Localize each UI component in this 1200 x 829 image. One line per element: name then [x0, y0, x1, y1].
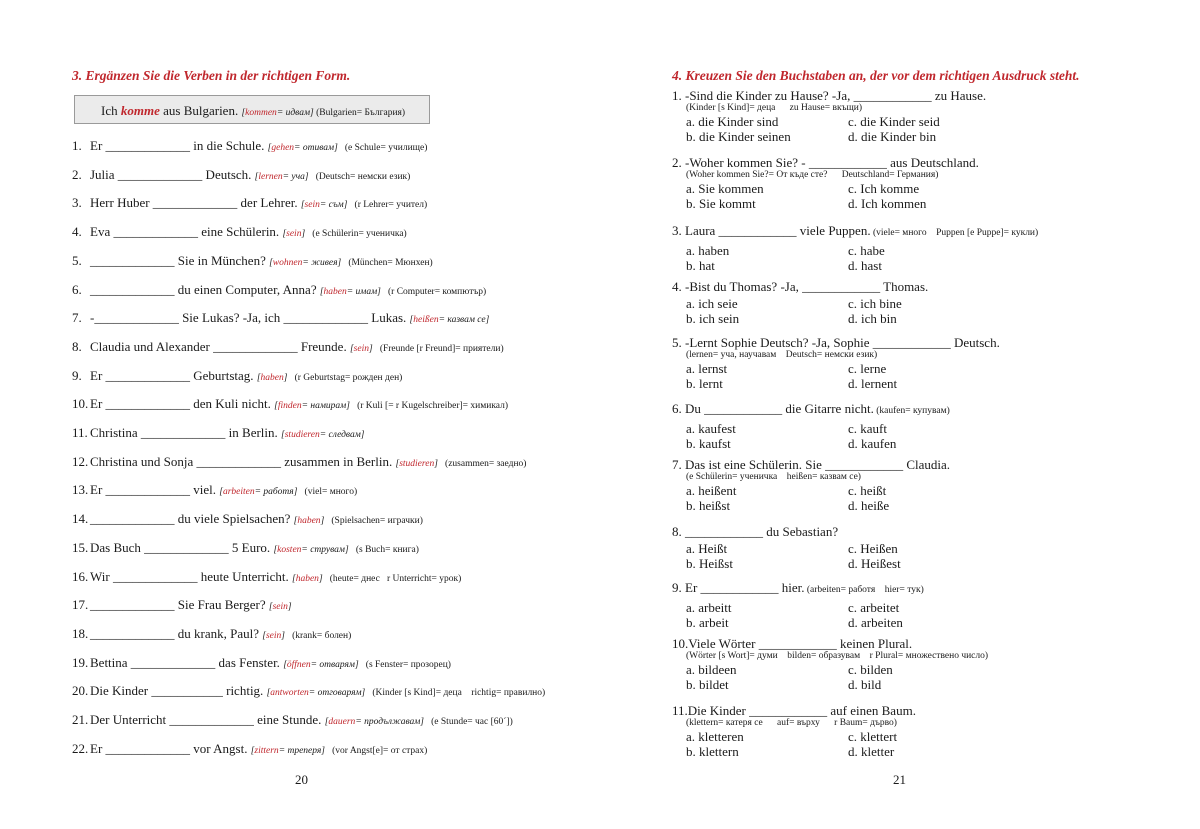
question — [672, 457, 1172, 513]
option-d: d. arbeiten — [848, 615, 903, 630]
hint-translation: = съм] — [319, 200, 348, 211]
hint-translation: ] — [434, 458, 438, 469]
item-text: Er _____________ viel. — [90, 482, 220, 498]
option-c: c. lerne — [848, 361, 887, 376]
hint-bracket: [ — [250, 745, 255, 756]
item-text: Christina _____________ in Berlin. — [90, 425, 282, 440]
hint-translation: ] — [320, 516, 325, 527]
hint-bracket: [ — [395, 458, 400, 469]
question — [672, 88, 1172, 144]
hint-translation: = отговарям] — [308, 688, 366, 699]
option-a: a. heißent — [686, 483, 737, 498]
item-number: 7. — [72, 310, 82, 326]
item-hint — [301, 200, 348, 210]
item-gloss: (Deutsch= немски език) — [308, 171, 411, 182]
item-number: 16. — [72, 568, 89, 584]
hint-verb: antworten — [270, 688, 309, 699]
question-text: 9. Er ____________ hier. — [672, 580, 805, 595]
item-hint — [269, 602, 292, 612]
hint-translation: = продължавам] — [355, 717, 425, 727]
option-c: c. klettert — [848, 729, 898, 744]
option-d: d. Heißest — [848, 556, 901, 571]
example-end: aus Bulgarien. — [159, 103, 242, 118]
item-text: _____________ Sie in München? — [90, 252, 270, 268]
question-text: 11.Die Kinder ____________ auf einen Baum. — [672, 703, 916, 718]
item-hint — [257, 373, 288, 383]
hint-bracket: [ — [256, 372, 261, 383]
exercise-item — [72, 425, 365, 443]
hint-translation: = струвам] — [301, 544, 349, 555]
item-hint — [410, 315, 490, 325]
hint-translation: = следвам] — [319, 430, 365, 440]
item-gloss: (Freunde [r Freund]= приятели) — [372, 343, 504, 354]
item-hint — [274, 401, 350, 411]
option-d: d. kaufen — [848, 436, 897, 451]
question-gloss: (klettern= катеря се auf= върху r Baum= дърво) — [686, 718, 897, 728]
item-hint — [255, 172, 309, 182]
exercise-item — [72, 167, 410, 185]
option-b: b. kaufst — [686, 436, 731, 451]
item-number: 3. — [72, 195, 82, 211]
item-number: 21. — [72, 712, 89, 727]
option-d: d. die Kinder bin — [848, 129, 937, 144]
exercise-item — [72, 310, 489, 328]
question-text: 5. -Lernt Sophie Deutsch? -Ja, Sophie ____________ Deutsch. — [672, 335, 1000, 350]
answer-options — [686, 296, 1172, 326]
item-hint — [282, 229, 305, 239]
option-b: b. Heißst — [686, 556, 733, 571]
question — [672, 401, 1172, 451]
option-c: c. kauft — [848, 421, 887, 436]
hint-verb: haben — [297, 516, 321, 527]
example-answer: komme — [120, 103, 160, 118]
hint-bracket: [ — [293, 516, 298, 527]
hint-bracket: [ — [254, 171, 259, 182]
option-d: d. Ich kommen — [848, 196, 927, 211]
item-hint — [251, 746, 325, 756]
item-gloss: (r Geburtstag= рожден ден) — [287, 372, 403, 383]
item-hint — [269, 258, 341, 268]
question-stem — [672, 636, 1172, 651]
exercise-item — [72, 339, 504, 357]
option-c: c. Ich komme — [848, 181, 920, 196]
option-a: a. Heißt — [686, 541, 728, 556]
answer-options — [686, 483, 1172, 513]
hint-verb: gehen — [271, 143, 295, 153]
item-number: 15. — [72, 539, 89, 555]
question-gloss: (kaufen= купувам) — [873, 406, 950, 416]
hint-verb: öffnen — [286, 659, 311, 670]
hint-bracket: [ — [268, 602, 273, 613]
item-text: Eva _____________ eine Schülerin. — [90, 224, 283, 240]
question-stem — [672, 335, 1172, 350]
question-text: 4. -Bist du Thomas? -Ja, ____________ Thomas. — [672, 279, 929, 294]
question-text: 8. ____________ du Sebastian? — [672, 524, 839, 539]
exercise-item — [72, 454, 526, 472]
item-number: 6. — [72, 281, 82, 297]
exercise-item — [72, 655, 451, 673]
answer-options — [686, 600, 1172, 630]
hint-bracket: [ — [273, 544, 278, 555]
item-text: Christina und Sonja _____________ zusammen in Berlin. — [90, 453, 396, 469]
hint-verb: finden — [277, 401, 302, 412]
hint-verb: arbeiten — [222, 487, 255, 498]
exercise-item — [72, 569, 461, 587]
option-c: c. die Kinder seid — [848, 114, 940, 129]
option-a: a. die Kinder sind — [686, 114, 779, 129]
question-gloss: (arbeiten= работя hier= тук) — [804, 585, 924, 595]
item-text: _____________ du viele Spielsachen? — [90, 511, 294, 527]
exercise-item — [72, 712, 513, 730]
item-gloss: (e Stunde= час [60´]) — [424, 717, 513, 727]
item-hint — [320, 287, 381, 297]
answer-options — [686, 421, 1172, 451]
hint-verb: sein — [265, 630, 282, 641]
option-a: a. bildeen — [686, 662, 737, 677]
item-number: 2. — [72, 166, 82, 182]
hint-bracket: [ — [269, 257, 273, 268]
answer-options — [686, 114, 1172, 144]
option-b: b. Sie kommt — [686, 196, 756, 211]
item-number: 1. — [72, 138, 82, 153]
item-text: Er _____________ Geburtstag. — [90, 367, 257, 383]
item-text: _____________ du einen Computer, Anna? — [90, 281, 320, 297]
item-text: _____________ Sie Frau Berger? — [90, 597, 269, 613]
option-c: c. ich bine — [848, 296, 902, 311]
item-number: 13. — [72, 482, 89, 498]
item-text: Er _____________ den Kuli nicht. — [90, 396, 275, 412]
item-text: -_____________ Sie Lukas? -Ja, ich _____________ Lukas. — [90, 310, 410, 326]
item-hint — [219, 487, 297, 497]
question — [672, 580, 1172, 630]
question — [672, 279, 1172, 326]
hint-translation: = треперя] — [278, 745, 326, 756]
hint-verb: haben — [260, 372, 284, 383]
answer-options — [686, 662, 1172, 692]
item-gloss: (Spielsachen= играчки) — [324, 516, 423, 527]
item-gloss: (s Buch= книга) — [348, 544, 419, 555]
exercise-item — [72, 253, 433, 271]
exercise-item — [72, 511, 423, 529]
item-hint — [283, 660, 358, 670]
question-stem — [672, 401, 1172, 419]
option-b: b. arbeit — [686, 615, 729, 630]
question-gloss: (viele= много Puppen [e Puppe]= кукли) — [870, 228, 1039, 238]
question-stem — [672, 223, 1172, 241]
answer-options — [686, 243, 1172, 273]
exercise-item — [72, 195, 427, 213]
hint-translation: = живея] — [302, 257, 342, 268]
hint-verb: zittern — [254, 745, 279, 756]
option-a: a. kaufest — [686, 421, 736, 436]
hint-bracket: [ — [283, 659, 287, 670]
hint-translation: ] — [283, 372, 288, 383]
hint-translation: ] — [318, 573, 323, 584]
question-text: 2. -Woher kommen Sie? - ____________ aus Deutschland. — [672, 155, 979, 170]
hint-bracket: [ — [219, 487, 223, 498]
item-hint — [294, 516, 325, 526]
question-text: 1. -Sind die Kinder zu Hause? -Ja, ____________ zu Hause. — [672, 88, 987, 103]
hint-bracket: [ — [409, 315, 414, 326]
item-number: 11. — [72, 425, 88, 440]
item-gloss: (Kinder [s Kind]= деца richtig= правилно) — [365, 688, 546, 699]
option-d: d. lernent — [848, 376, 898, 391]
option-d: d. bild — [848, 677, 882, 692]
item-gloss: (heute= днес r Unterricht= урок) — [322, 573, 462, 584]
item-gloss: (r Computer= компютър) — [380, 286, 487, 297]
item-text: _____________ du krank, Paul? — [90, 625, 263, 641]
item-text: Wir _____________ heute Unterricht. — [90, 568, 293, 584]
question-stem — [672, 88, 1172, 103]
item-number: 14. — [72, 511, 89, 527]
hint-verb: sein — [286, 229, 302, 240]
item-number: 22. — [72, 740, 89, 756]
item-number: 9. — [72, 367, 82, 383]
answer-options — [686, 361, 1172, 391]
item-number: 5. — [72, 252, 82, 268]
hint-bracket: [ — [300, 200, 305, 211]
hint-verb: studieren — [284, 430, 320, 440]
item-number: 18. — [72, 625, 89, 641]
item-number: 4. — [72, 224, 82, 240]
hint-translation: = казвам се] — [438, 315, 490, 326]
exercise-3-title: 3. Ergänzen Sie die Verben in der richtigen Form. — [72, 68, 351, 83]
question-text: 3. Laura ____________ viele Puppen. — [672, 223, 871, 238]
hint-translation: ] — [301, 229, 306, 240]
item-gloss: (vor Angst[e]= от страх) — [325, 745, 428, 756]
exercise-item — [72, 597, 292, 615]
hint-translation: ] — [287, 602, 292, 613]
item-hint — [267, 688, 366, 698]
hint-verb: haben — [323, 286, 347, 297]
item-text: Das Buch _____________ 5 Euro. — [90, 539, 274, 555]
hint-translation: = намирам] — [301, 401, 350, 412]
hint-translation: = работя] — [254, 487, 298, 498]
option-c: c. heißt — [848, 483, 887, 498]
question — [672, 524, 1172, 571]
hint-bracket: [ — [262, 630, 266, 641]
exercise-item — [72, 482, 357, 500]
item-hint — [292, 574, 323, 584]
item-text: Der Unterricht _____________ eine Stunde. — [90, 712, 325, 727]
example-box — [74, 95, 430, 124]
hint-verb: sein — [304, 200, 320, 211]
item-gloss: (e Schülerin= ученичка) — [305, 229, 407, 240]
hint-bracket: [ — [324, 717, 329, 727]
option-c: c. arbeitet — [848, 600, 900, 615]
exercise-item — [72, 683, 545, 701]
option-a: a. ich seie — [686, 296, 738, 311]
exercise-item — [72, 626, 351, 644]
hint-translation: = отивам] — [294, 143, 338, 153]
item-text: Herr Huber _____________ der Lehrer. — [90, 195, 301, 211]
answer-options — [686, 729, 1172, 759]
option-a: a. Sie kommen — [686, 181, 764, 196]
hint-bracket: [ — [281, 430, 285, 440]
item-gloss: (r Lehrer= учител) — [347, 200, 428, 211]
answer-options — [686, 541, 1172, 571]
hint-verb: dauern — [328, 717, 356, 727]
question-text: 10.Viele Wörter ____________ keinen Plural. — [672, 636, 913, 651]
hint-translation: ] — [281, 630, 285, 641]
option-c: c. bilden — [848, 662, 893, 677]
option-b: b. die Kinder seinen — [686, 129, 791, 144]
question-stem — [672, 703, 1172, 718]
option-d: d. kletter — [848, 744, 895, 759]
option-a: a. kletteren — [686, 729, 744, 744]
hint-verb: studieren — [399, 458, 435, 469]
hint-bracket: [ — [319, 286, 324, 297]
hint-translation: = имам] — [346, 286, 381, 297]
question-text: 6. Du ____________ die Gitarre nicht. — [672, 401, 874, 416]
hint-verb: sein — [353, 343, 369, 354]
option-b: b. klettern — [686, 744, 739, 759]
example-hint: [kommen= идвам] — [241, 108, 314, 118]
item-text: Er _____________ vor Angst. — [90, 740, 251, 756]
exercise-4-title: 4. Kreuzen Sie den Buchstaben an, der vor dem richtigen Ausdruck steht. — [672, 68, 1080, 83]
question — [672, 155, 1172, 211]
page-number-right: 21 — [893, 772, 906, 787]
hint-bracket: [ — [266, 688, 271, 699]
item-hint — [325, 717, 424, 727]
item-number: 19. — [72, 654, 89, 670]
question — [672, 703, 1172, 759]
exercise-item — [72, 540, 419, 558]
hint-verb: haben — [295, 573, 319, 584]
item-hint — [395, 459, 437, 469]
question-stem — [672, 457, 1172, 472]
option-d: d. heiße — [848, 498, 890, 513]
hint-verb: kosten — [277, 544, 302, 555]
item-hint — [281, 430, 364, 440]
option-d: d. hast — [848, 258, 882, 273]
item-hint — [262, 631, 285, 641]
item-number: 8. — [72, 338, 82, 354]
hint-verb: heißen — [413, 315, 439, 326]
hint-translation: ] — [368, 343, 373, 354]
question — [672, 636, 1172, 692]
option-b: b. heißst — [686, 498, 731, 513]
question-text: 7. Das ist eine Schülerin. Sie ____________ Claudia. — [672, 457, 951, 472]
hint-bracket: [ — [274, 401, 278, 412]
item-text: Claudia und Alexander _____________ Freunde. — [90, 338, 350, 354]
hint-bracket: [ — [292, 573, 296, 584]
answer-options — [686, 181, 1172, 211]
option-d: d. ich bin — [848, 311, 897, 326]
item-gloss: (r Kuli [= r Kugelschreiber]= химикал) — [349, 401, 508, 412]
item-hint — [273, 545, 348, 555]
question — [672, 223, 1172, 273]
hint-verb: sein — [272, 602, 288, 613]
right-page — [600, 0, 1200, 829]
question — [672, 335, 1172, 391]
option-c: c. habe — [848, 243, 885, 258]
exercise-item — [72, 138, 427, 156]
option-b: b. hat — [686, 258, 715, 273]
hint-verb: lernen — [258, 171, 283, 182]
question-gloss: (lernen= уча, научавам Deutsch= немски език) — [686, 350, 878, 360]
item-gloss: (krank= болен) — [284, 630, 352, 641]
hint-bracket: [ — [267, 143, 272, 153]
question-gloss: (e Schülerin= ученичка heißen= казвам се) — [686, 472, 861, 482]
item-hint — [268, 143, 338, 153]
hint-bracket: [ — [282, 229, 287, 240]
question-stem — [672, 580, 1172, 598]
item-text: Bettina _____________ das Fenster. — [90, 654, 284, 670]
question-gloss: (Wörter [s Wort]= думи bilden= образувам r Plural= множествено число) — [686, 651, 989, 661]
option-a: a. arbeitt — [686, 600, 732, 615]
exercise-item — [72, 224, 407, 242]
item-gloss: (viel= много) — [297, 487, 358, 498]
exercise-item — [72, 741, 427, 759]
question-stem — [672, 155, 1172, 170]
hint-verb: wohnen — [272, 257, 303, 268]
hint-bracket: [ — [349, 343, 354, 354]
exercise-item — [72, 282, 486, 300]
item-gloss: (zusammen= заедно) — [437, 458, 527, 469]
option-a: a. haben — [686, 243, 730, 258]
option-b: b. ich sein — [686, 311, 740, 326]
hint-translation: = уча] — [282, 171, 309, 182]
exercise-item — [72, 368, 402, 386]
item-number: 20. — [72, 683, 89, 699]
option-b: b. bildet — [686, 677, 729, 692]
question-stem — [672, 524, 1172, 539]
item-number: 17. — [72, 597, 89, 613]
hint-translation: = отварям] — [310, 659, 359, 670]
option-c: c. Heißen — [848, 541, 898, 556]
option-a: a. lernst — [686, 361, 728, 376]
item-number: 12. — [72, 453, 89, 469]
item-number: 10. — [72, 396, 89, 412]
item-gloss: (München= Мюнхен) — [341, 257, 433, 268]
example-gloss: (Bulgarien= България) — [313, 108, 406, 118]
question-gloss: (Kinder [s Kind]= деца zu Hause= вкъщи) — [686, 103, 863, 113]
item-gloss: (s Fenster= прозорец) — [358, 659, 451, 670]
item-text: Julia _____________ Deutsch. — [90, 166, 255, 182]
item-hint — [350, 344, 373, 354]
question-stem — [672, 279, 1172, 294]
item-gloss: (e Schule= училище) — [337, 143, 428, 153]
question-gloss: (Woher kommen Sie?= От къде сте? Deutschland= Германия) — [686, 170, 939, 180]
example-start: Ich — [101, 103, 121, 118]
option-b: b. lernt — [686, 376, 723, 391]
item-text: Er _____________ in die Schule. — [90, 138, 268, 153]
page-number-left: 20 — [295, 772, 308, 787]
exercise-item — [72, 396, 508, 414]
item-text: Die Kinder ___________ richtig. — [90, 683, 267, 699]
